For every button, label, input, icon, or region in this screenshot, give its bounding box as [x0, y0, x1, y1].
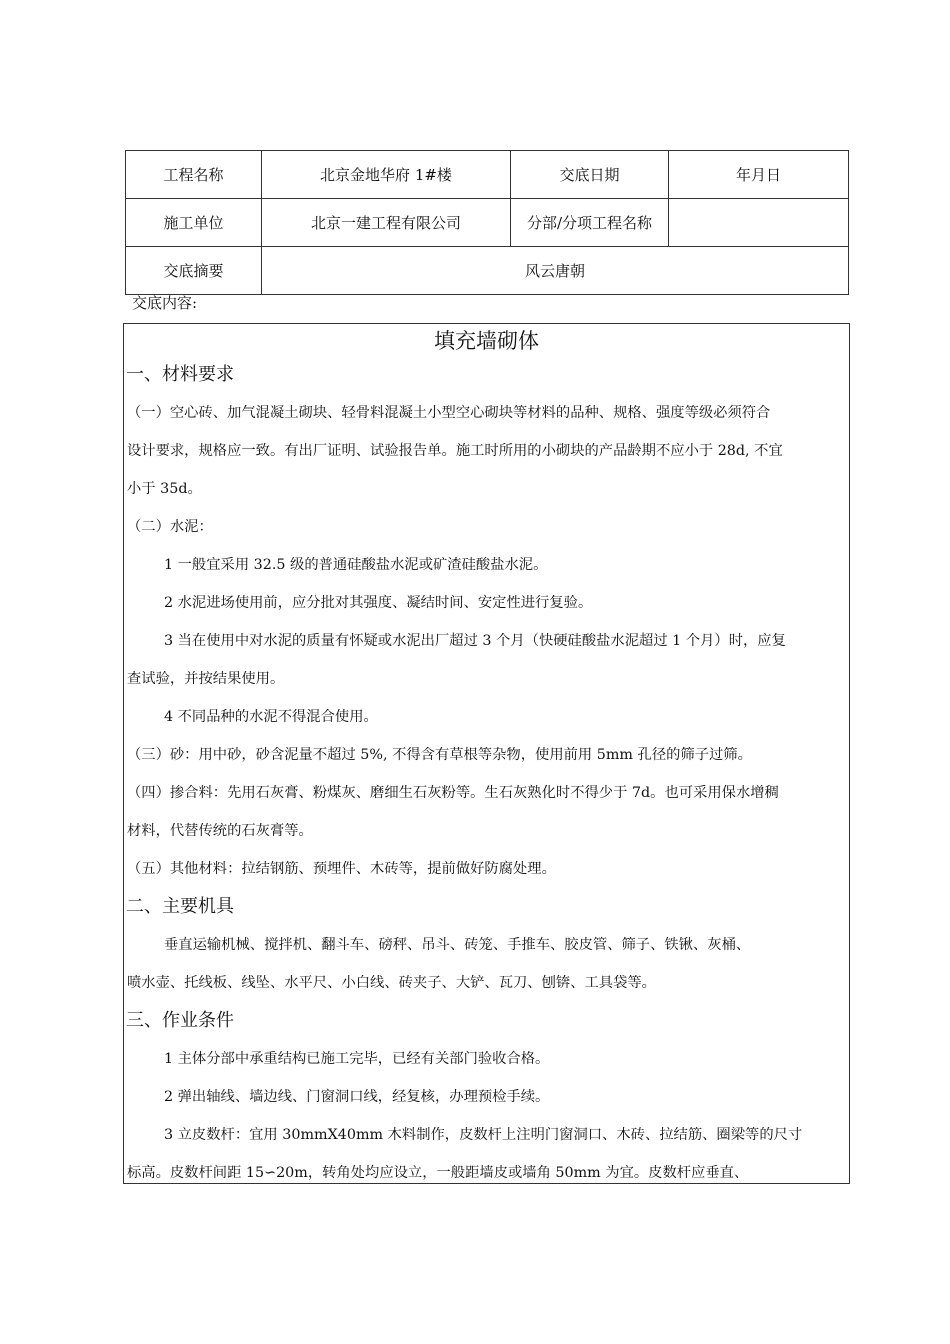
- paragraph: 1 一般宜采用 32.5 级的普通硅酸盐水泥或矿渣硅酸盐水泥。: [164, 557, 548, 573]
- paragraph: 喷水壶、托线板、线坠、水平尺、小白线、砖夹子、大铲、瓦刀、刨锛、工具袋等。: [127, 975, 656, 991]
- unit-value: 北京一建工程有限公司: [262, 199, 511, 247]
- section-materials: 一、材料要求: [126, 364, 234, 385]
- paragraph: 垂直运输机械、搅拌机、翻斗车、磅秤、吊斗、砖笼、手推车、胶皮管、筛子、铁锹、灰桶、: [164, 937, 751, 953]
- paragraph: （一）空心砖、加气混凝土砌块、轻骨料混凝土小型空心砌块等材料的品种、规格、强度等级必须符合: [127, 405, 771, 421]
- section-tools: 二、主要机具: [126, 896, 234, 917]
- paragraph: （四）掺合料：先用石灰膏、粉煤灰、磨细生石灰粉等。生石灰熟化时不得少于 7d。也可采用保水增稠: [127, 785, 779, 801]
- header-row-2: [126, 199, 849, 247]
- paragraph: （二）水泥：: [127, 519, 213, 535]
- paragraph: 4 不同品种的水泥不得混合使用。: [164, 709, 378, 725]
- paragraph: 小于 35d。: [127, 481, 202, 497]
- summary-value: 风云唐朝: [262, 247, 849, 295]
- paragraph: （三）砂：用中砂，砂含泥量不超过 5%, 不得含有草根等杂物，使用前用 5mm 孔径的筛子过筛。: [127, 747, 752, 763]
- content-label: 交底内容:: [132, 294, 198, 312]
- summary-label: 交底摘要: [126, 247, 262, 295]
- content-box: [123, 323, 850, 1184]
- subproject-label: 分部/分项工程名称: [511, 199, 669, 247]
- paragraph: 1 主体分部中承重结构已施工完毕，已经有关部门验收合格。: [164, 1051, 550, 1067]
- project-name-label: 工程名称: [126, 151, 262, 199]
- paragraph: 3 立皮数杆：宜用 30mmX40mm 木料制作，皮数杆上注明门窗洞口、木砖、拉结筋、圈梁等的尺寸: [164, 1127, 803, 1143]
- paragraph: 查试验，并按结果使用。: [127, 671, 285, 687]
- unit-label: 施工单位: [126, 199, 262, 247]
- paragraph: （五）其他材料：拉结钢筋、预埋件、木砖等，提前做好防腐处理。: [127, 861, 556, 877]
- paragraph: 2 水泥进场使用前，应分批对其强度、凝结时间、安定性进行复验。: [164, 595, 593, 611]
- header-table: [125, 150, 849, 295]
- paragraph: 2 弹出轴线、墙边线、门窗洞口线，经复核，办理预检手续。: [164, 1089, 550, 1105]
- doc-title: 填充墙砌体: [434, 329, 539, 353]
- subproject-value: [669, 199, 849, 247]
- paragraph: 材料，代替传统的石灰膏等。: [127, 823, 313, 839]
- paragraph: 3 当在使用中对水泥的质量有怀疑或水泥出厂超过 3 个月（快硬硅酸盐水泥超过 1 个月）时，应复: [164, 633, 786, 649]
- section-conditions: 三、作业条件: [126, 1010, 234, 1031]
- header-row-3: [126, 247, 849, 295]
- header-row-1: [126, 151, 849, 199]
- paragraph: 标高。皮数杆间距 15∽20m，转角处均应设立，一般距墙皮或墙角 50mm 为宜。皮数杆应垂直、: [127, 1165, 749, 1181]
- paragraph: 设计要求，规格应一致。有出厂证明、试验报告单。施工时所用的小砌块的产品龄期不应小于 28d, 不宜: [127, 443, 783, 459]
- date-value: 年月日: [669, 151, 849, 199]
- date-label: 交底日期: [511, 151, 669, 199]
- project-name-value: 北京金地华府 1#楼: [262, 151, 511, 199]
